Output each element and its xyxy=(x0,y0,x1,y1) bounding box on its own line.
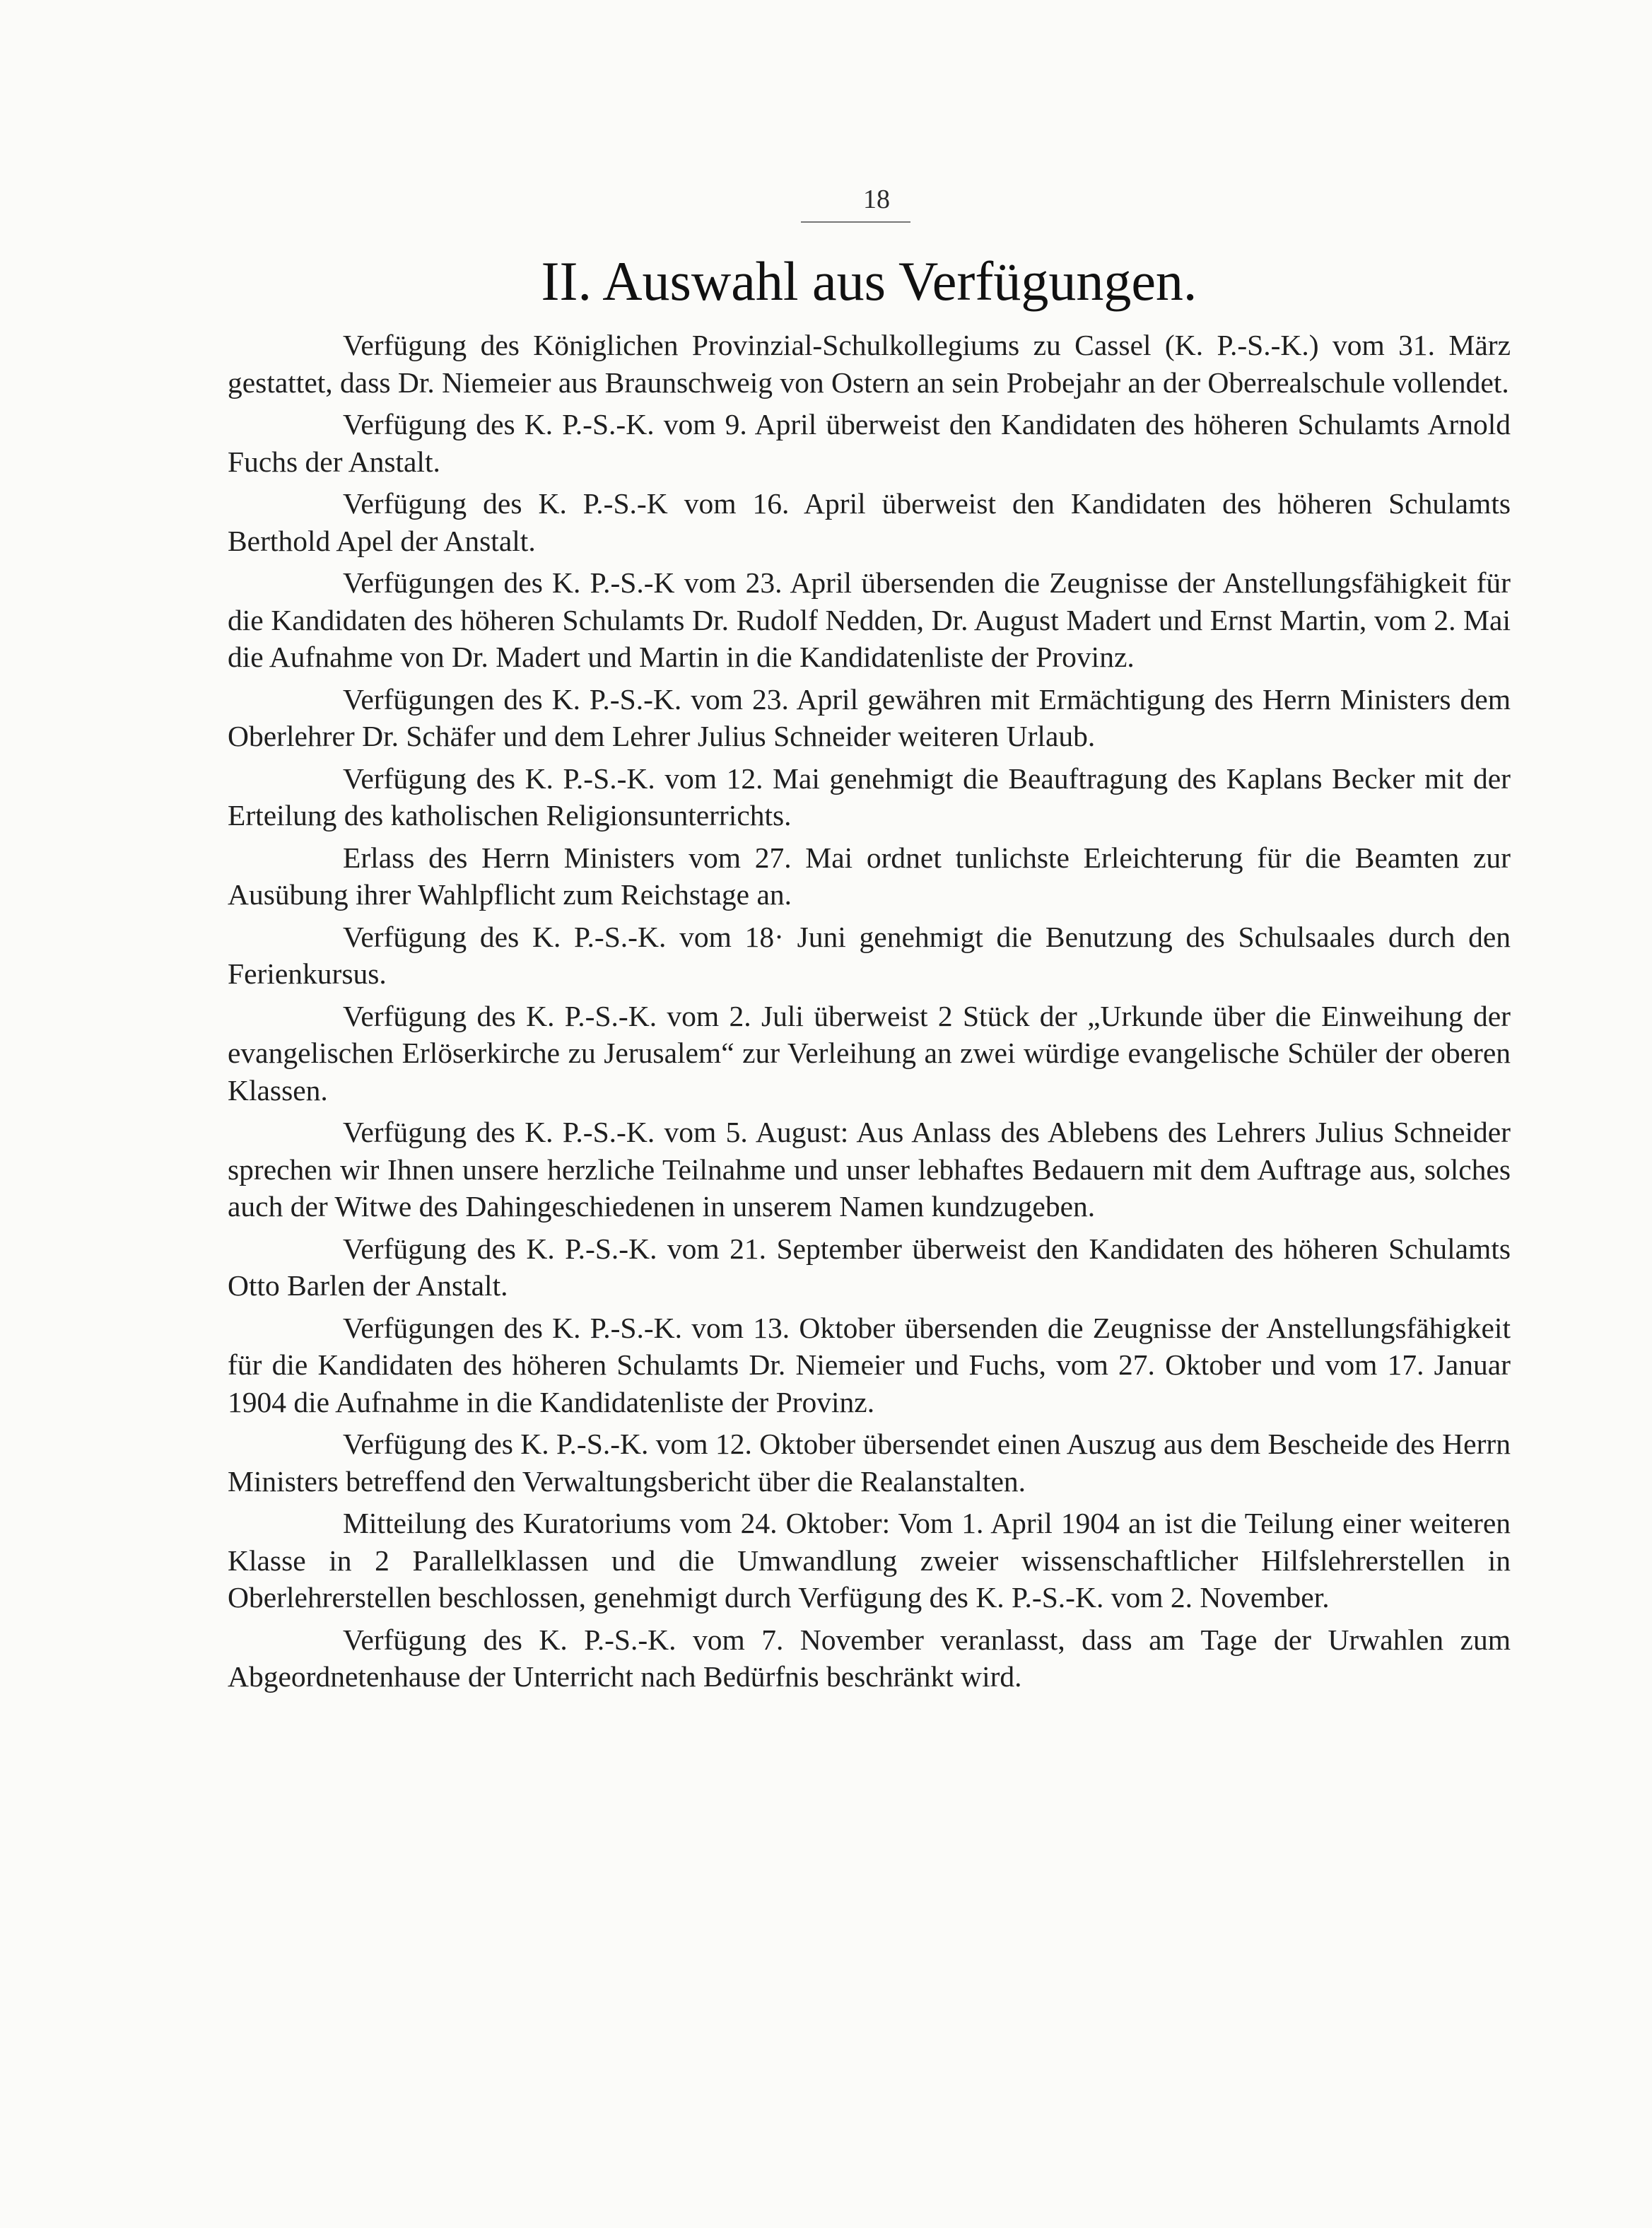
decree-entry-11: Verfügung des K. P.-S.-K. vom 21. September überweist den Kandidaten des höheren Schulamts Otto Barlen der Anstalt. xyxy=(228,1232,1511,1302)
decree-entry-14: Mitteilung des Kuratoriums vom 24. Oktober: Vom 1. April 1904 an ist die Teilung einer weiteren Klasse in 2 Parallelklassen und die Umwandlung zweier wissenschaftlicher Hilfslehrerstellen in Oberlehrerstellen beschlossen, genehmigt durch Verfügung des K. P.-S.-K. vom 2. November. xyxy=(228,1507,1511,1614)
decree-entry-6: Verfügung des K. P.-S.-K. vom 12. Mai genehmigt die Beauftragung des Kaplans Becker mit der Erteilung des katholischen Religionsunterrichts. xyxy=(228,762,1511,832)
decree-entry-2: Verfügung des K. P.-S.-K. vom 9. April überweist den Kandidaten des höheren Schulamts Arnold Fuchs der Anstalt. xyxy=(228,408,1511,478)
decree-entry-10: Verfügung des K. P.-S.-K. vom 5. August: Aus Anlass des Ablebens des Lehrers Julius Schneider sprechen wir Ihnen unsere herzliche Teilnahme und unser lebhaftes Bedauern mit dem Auftrage aus, solches auch der Witwe des Dahingeschiedenen in unserem Namen kundzugeben. xyxy=(228,1116,1511,1223)
decree-entry-15: Verfügung des K. P.-S.-K. vom 7. November veranlasst, dass am Tage der Urwahlen zum Abgeordnetenhause der Unterricht nach Bedürfnis beschränkt wird. xyxy=(228,1623,1511,1693)
decree-entry-9: Verfügung des K. P.-S.-K. vom 2. Juli überweist 2 Stück der „Urkunde über die Einweihung der evangelischen Erlöserkirche zu Jerusalem“ zur Verleihung an zwei würdige evangelische Schüler der oberen Klassen. xyxy=(228,999,1511,1107)
page-number-rule xyxy=(801,221,910,223)
decree-entry-7: Erlass des Herrn Ministers vom 27. Mai ordnet tunlichste Erleichterung für die Beamten zur Ausübung ihrer Wahlpflicht zum Reichstage an. xyxy=(228,841,1511,911)
decrees-list xyxy=(228,327,1511,1701)
decree-entry-5: Verfügungen des K. P.-S.-K. vom 23. April gewähren mit Ermächtigung des Herrn Ministers dem Oberlehrer Dr. Schäfer und dem Lehrer Julius Schneider weiteren Urlaub. xyxy=(228,682,1511,752)
decree-entry-12: Verfügungen des K. P.-S.-K. vom 13. Oktober übersenden die Zeugnisse der Anstellungsfähigkeit für die Kandidaten des höheren Schulamts Dr. Niemeier und Fuchs, vom 27. Oktober und vom 17. Januar 1904 die Aufnahme in die Kandidatenliste der Provinz. xyxy=(228,1311,1511,1418)
decree-entry-3: Verfügung des K. P.-S.-K vom 16. April überweist den Kandidaten des höheren Schulamts Berthold Apel der Anstalt. xyxy=(228,487,1511,557)
page-number: 18 xyxy=(863,185,890,214)
decree-entry-4: Verfügungen des K. P.-S.-K vom 23. April übersenden die Zeugnisse der Anstellungsfähigkeit für die Kandidaten des höheren Schulamts Dr. Rudolf Nedden, Dr. August Madert und Ernst Martin, vom 2. Mai die Aufnahme von Dr. Madert und Martin in die Kandidatenliste der Provinz. xyxy=(228,566,1511,673)
section-title: II. Auswahl aus Verfügungen. xyxy=(541,250,1197,312)
decree-entry-1: Verfügung des Königlichen Provinzial-Schulkollegiums zu Cassel (K. P.-S.-K.) vom 31. März gestattet, dass Dr. Niemeier aus Braunschweig von Ostern an sein Probejahr an der Oberrealschule vollendet. xyxy=(228,329,1511,399)
decree-entry-8: Verfügung des K. P.-S.-K. vom 18· Juni genehmigt die Benutzung des Schulsaales durch den Ferienkursus. xyxy=(228,920,1511,990)
decree-entry-13: Verfügung des K. P.-S.-K. vom 12. Oktober übersendet einen Auszug aus dem Bescheide des Herrn Ministers betreffend den Verwaltungsbericht über die Realanstalten. xyxy=(228,1428,1511,1498)
